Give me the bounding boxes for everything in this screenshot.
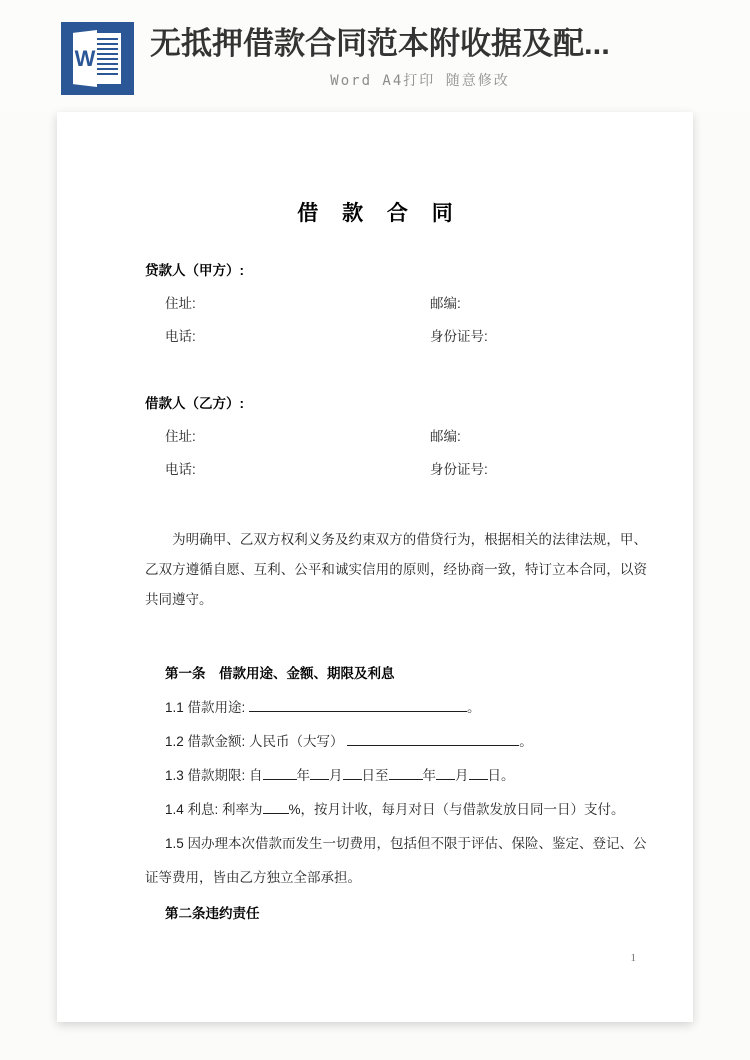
clause-1-3-day-end-blank[interactable] [469,766,488,780]
borrower-phone-row [145,461,645,479]
clause-1-3-month-start-blank[interactable] [310,766,329,780]
preamble-paragraph [145,525,647,615]
clause-1-3-day-start-blank[interactable] [343,766,362,780]
page-number: 1 [630,952,636,964]
icon-text-lines [96,38,118,79]
clause-1-1-end: 。 [467,700,481,715]
clause-1-4-text: %，按月计收，每月对日（与借款发放日同一日）支付。 [288,802,625,817]
clause-1-5: 1.5 因办理本次借款而发生一切费用，包括但不限于评估、保险、鉴定、登记、公 [165,836,647,851]
lender-address-row [145,295,645,313]
word-document-icon [61,22,134,95]
borrower-phone-label: 电话: [165,462,196,477]
clause-1-4-label: 1.4 利息: 利率为 [165,802,263,817]
page-title: 无抵押借款合同范本附收据及配... [150,26,610,61]
clause-1-3-end: 日。 [487,768,515,783]
borrower-postcode-label: 邮编: [430,429,461,444]
clause-1-2-label: 1.2 借款金额: 人民币（大写） [165,734,344,749]
borrower-id-label: 身份证号: [430,462,488,477]
lender-phone-row [145,328,645,346]
borrower-heading: 借款人（乙方）: [145,396,244,411]
clause-1-1 [165,698,665,718]
contract-title: 借 款 合 同 [297,202,462,225]
clause-1-5-continued: 证等费用，皆由乙方独立全部承担。 [145,870,361,885]
clause-1-4-rate-blank[interactable] [263,800,289,814]
lender-address-label: 住址: [165,296,196,311]
clause-1-3 [165,766,665,786]
clause-1-2 [165,732,665,752]
clause-1-3-year-end-unit: 年 [422,768,437,783]
clause-1-3-month-end-blank[interactable] [436,766,455,780]
document-body [57,112,693,1022]
lender-postcode-label: 邮编: [430,296,461,311]
clause-1-1-blank[interactable] [249,698,467,712]
lender-phone-label: 电话: [165,329,196,344]
clause-1-1-label: 1.1 借款用途: [165,700,246,715]
icon-letter-w: W [74,46,96,71]
clause-1-3-to: 日至 [361,768,389,783]
header-inner [57,0,693,112]
preamble-text: 为明确甲、乙双方权利义务及约束双方的借贷行为，根据相关的法律法规，甲、乙双方遵循自愿、互利、公平和诚实信用的原则，经协商一致，特订立本合同，以资共同遵守。 [145,532,647,607]
section-one-heading: 第一条 借款用途、金额、期限及利息 [165,666,395,681]
lender-heading: 贷款人（甲方）: [145,263,244,278]
borrower-address-row [145,428,645,446]
clause-1-3-year-start-blank[interactable] [263,766,297,780]
clause-1-3-year-end-blank[interactable] [389,766,423,780]
clause-1-3-year-start-unit: 年 [296,768,311,783]
preview-header [0,0,750,112]
clause-1-3-month-start-unit: 月 [329,768,343,783]
clause-1-4 [165,800,665,820]
clause-1-2-end: 。 [519,734,533,749]
clause-1-3-month-end-unit: 月 [455,768,469,783]
clause-1-2-blank[interactable] [347,732,519,746]
page-subtitle: Word A4打印 随意修改 [330,73,510,89]
section-two-heading: 第二条违约责任 [165,906,260,921]
lender-id-label: 身份证号: [430,329,488,344]
clause-1-3-label: 1.3 借款期限: 自 [165,768,263,783]
document-page [57,112,693,1022]
borrower-address-label: 住址: [165,429,196,444]
